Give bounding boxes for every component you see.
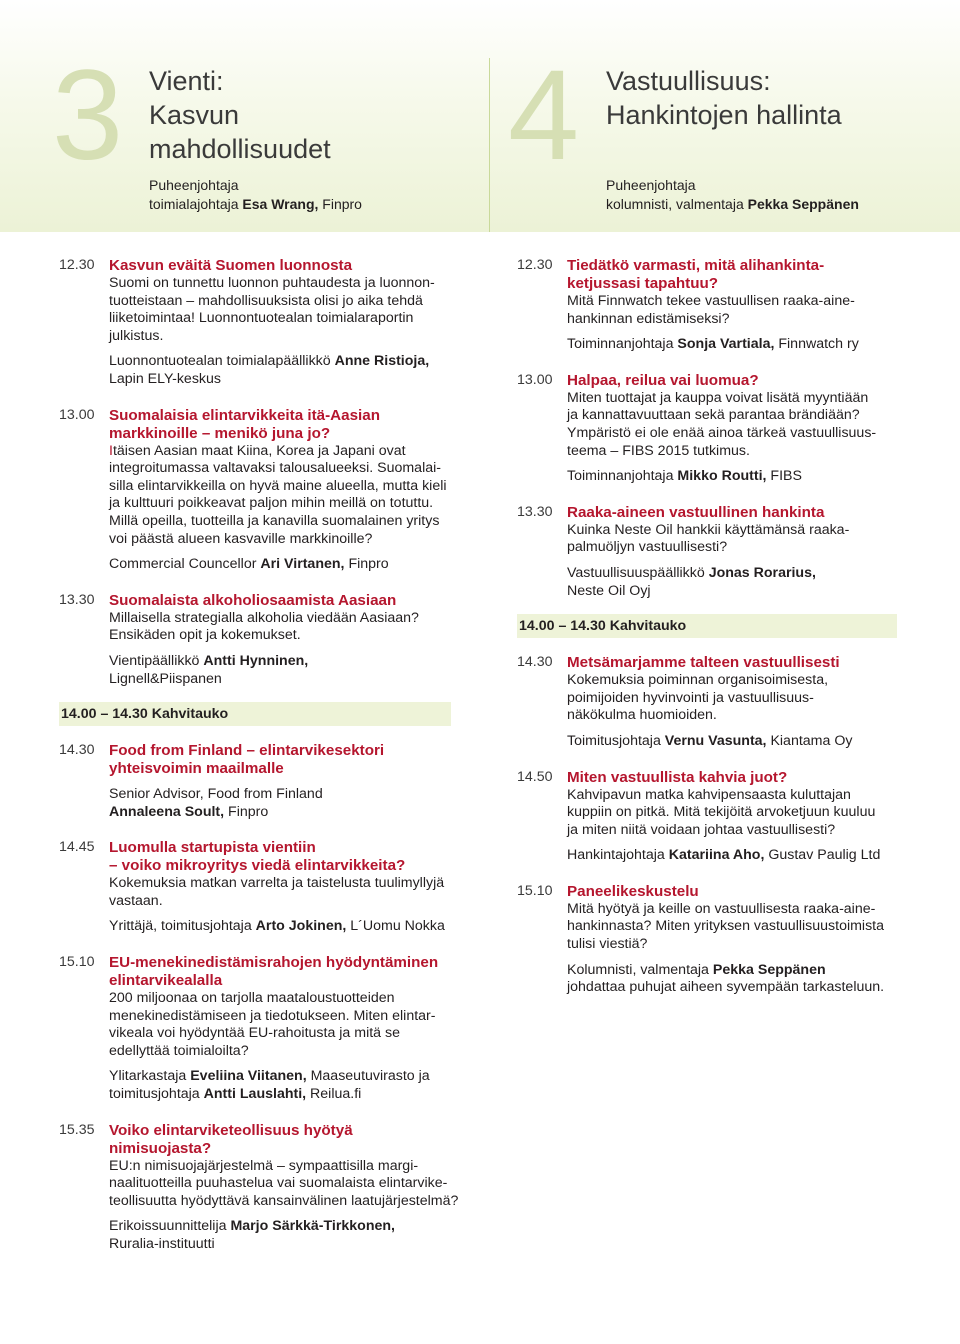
speaker-org: Finpro [224, 803, 269, 820]
item-speaker [109, 1068, 469, 1103]
speaker-role: toimitusjohtaja [109, 1086, 204, 1103]
chair-org: Finpro [318, 196, 362, 212]
section-chair [149, 176, 362, 214]
item-time: 13.30 [59, 591, 95, 608]
speaker-name: Marjo Särkkä-Tirkkonen, [230, 1218, 395, 1235]
item-title: Halpaa, reilua vai luomua? [567, 371, 759, 389]
speaker-name: Katariina Aho, [668, 847, 765, 864]
item-time: 14.30 [517, 654, 553, 671]
program-item [517, 883, 917, 997]
program-item [517, 654, 917, 750]
speaker-name: Annaleena Soult, [109, 803, 225, 820]
speaker-role: Commercial Councellor [109, 556, 261, 573]
item-title: Food from Finland – elintarvikesektori yhteisvoimin maailmalle [109, 742, 385, 778]
program-item [517, 257, 917, 354]
chair-role: toimialajohtaja [149, 196, 243, 212]
description-text: täisen Aasian maat Kiina, Korea ja Japani ovat integroitumassa valtavaksi talousalueeksi. Suomalai- silla elintarvikkeilla on hyvä maine alueella, mutta kieli ja kulttuuri poikkeavat paljon mihin meillä on totuttu. Millä opeilla, tuotteilla ja kanavilla suomalainen yritys voi päästä alueen kasvaville markkinoille? [109, 442, 447, 547]
item-time: 14.30 [59, 742, 95, 759]
speaker-org: Ruralia-instituutti [109, 1236, 215, 1252]
speaker-name: Antti Hynninen, [203, 652, 309, 669]
item-time: 13.00 [59, 406, 95, 423]
item-title: Suomalaisia elintarvikkeita itä-Aasian markkinoille – menikö juna jo? [109, 406, 380, 442]
item-speaker [109, 353, 469, 388]
speaker-name: Sonja Vartiala, [677, 336, 775, 353]
speaker-role: Vastuullisuuspäällikkö [567, 564, 709, 581]
item-time: 15.35 [59, 1121, 95, 1138]
item-speaker [567, 468, 917, 486]
item-title: Raaka-aineen vastuullinen hankinta [567, 503, 825, 521]
item-description: Millaisella strategialla alkoholia viedään Aasiaan? Ensikäden opit ja kokemukset. [109, 609, 419, 644]
speaker-org: Lignell&Piispanen [109, 670, 222, 687]
coffee-break: 14.00 – 14.30 Kahvitauko [517, 614, 897, 638]
speaker-org: Finpro [344, 556, 389, 573]
program-item [517, 504, 917, 600]
program-item [59, 407, 469, 574]
speaker-role: Yrittäjä, toimitusjohtaja [109, 918, 256, 935]
program-column-right [517, 257, 917, 997]
section-number: 4 [508, 44, 580, 187]
speaker-name: Pekka Seppänen [712, 961, 826, 978]
program-item [59, 839, 469, 936]
chair-label: Puheenjohtaja [149, 177, 239, 193]
section-number: 3 [52, 44, 124, 187]
item-time: 13.30 [517, 503, 553, 520]
speaker-name: Arto Jokinen, [255, 918, 347, 935]
speaker-role: Hankintajohtaja [567, 847, 669, 864]
item-title: Tiedätkö varmasti, mitä alihankinta- ketjussasi tapahtuu? [567, 257, 825, 292]
item-speaker [567, 847, 917, 865]
speaker-name: Ari Virtanen, [260, 556, 345, 573]
item-title: Suomalaista alkoholiosaamista Aasiaan [109, 591, 397, 609]
item-description: Suomi on tunnettu luonnon puhtaudesta ja luonnon- tuotteistaan – mahdollisuuksista olisi jo aika tehdä liiketoimintaa! Luonnontuotealan toimialaraportin julkistus. [109, 275, 435, 344]
speaker-role: Kolumnisti, valmentaja [567, 961, 713, 978]
item-speaker [567, 733, 917, 751]
speaker-org: Lapin ELY-keskus [109, 370, 221, 387]
chair-line [606, 195, 859, 214]
program-item [59, 257, 469, 389]
item-speaker [109, 653, 469, 688]
speaker-org: Maaseutuvirasto ja [310, 1068, 430, 1085]
chair-line [149, 195, 362, 214]
item-time: 13.00 [517, 371, 553, 388]
speaker-name: Mikko Routti, [677, 468, 767, 485]
item-title: Voiko elintarviketeollisuus hyötyä nimisuojasta? [109, 1121, 353, 1157]
item-speaker [109, 1218, 469, 1253]
item-description: Mitä Finnwatch tekee vastuullisen raaka-aine- hankinnan edistämiseksi? [567, 293, 855, 327]
speaker-role: Toimitusjohtaja [567, 732, 665, 749]
item-time: 14.50 [517, 768, 553, 785]
item-description: Kuinka Neste Oil hankkii käyttämänsä raaka- palmuöljyn vastuullisesti? [567, 521, 850, 556]
item-title: Kasvun eväitä Suomen luonnosta [109, 257, 353, 274]
item-description: Kahvipavun matka kahvipensaasta kuluttajan kuppiin on pitkä. Mitä tekijöitä arvoketjuun kuuluu ja miten niitä voidaan johtaa vastuullisesti? [567, 786, 876, 838]
item-speaker [567, 565, 917, 600]
program-item [59, 1122, 469, 1254]
speaker-name: Vernu Vasunta, [664, 732, 767, 749]
speaker-role: Vientipäällikkö [109, 652, 204, 669]
item-description: Mitä hyötyä ja keille on vastuullisesta raaka-aine- hankinnasta? Miten yrityksen vastuullisuustoimista tulisi viestiä? [567, 900, 885, 953]
item-speaker [567, 336, 917, 354]
program-item [517, 372, 917, 486]
item-title: Miten vastuullista kahvia juot? [567, 768, 788, 786]
speaker-org: Kiantama Oy [766, 732, 853, 749]
item-title: EU-menekinedistämisrahojen hyödyntäminen elintarvikealalla [109, 954, 439, 990]
speaker-role: Luonnontuotealan toimialapäällikkö [109, 353, 335, 370]
section-title: Vienti: Kasvun mahdollisuudet [149, 66, 331, 164]
speaker-org: Neste Oil Oyj [567, 582, 651, 599]
speaker-org: johdattaa puhujat aiheen syvempään tarkasteluun. [567, 979, 885, 996]
item-time: 14.45 [59, 839, 95, 856]
item-time: 15.10 [59, 954, 95, 971]
chair-label: Puheenjohtaja [606, 177, 696, 193]
speaker-org: L´Uomu Nokka [346, 918, 445, 935]
speaker-name: Anne Ristioja, [334, 353, 430, 370]
chair-name: Pekka Seppänen [747, 196, 859, 212]
item-speaker [109, 918, 469, 936]
speaker-org: FIBS [766, 468, 802, 485]
item-description: Miten tuottajat ja kauppa voivat lisätä myyntiään ja kannattavuuttaan sekä parantaa brändiään? Ympäristö ei ole enää ainoa tärkeä vastuullisuus- teema – FIBS 2015 tutkimus. [567, 389, 877, 459]
item-title: Luomulla startupista vientiin – voiko mikroyritys viedä elintarvikkeita? [109, 839, 406, 875]
program-item [59, 592, 469, 688]
item-description: Kokemuksia matkan varrelta ja taistelusta tuulimyllyjä vastaan. [109, 875, 445, 909]
speaker-role: Toiminnanjohtaja [567, 468, 678, 485]
speaker-role: Ylitarkastaja [109, 1068, 191, 1085]
section-title: Vastuullisuus: Hankintojen hallinta [606, 66, 842, 130]
item-title: Paneelikeskustelu [567, 882, 699, 900]
item-title: Metsämarjamme talteen vastuullisesti [567, 654, 840, 672]
program-item [59, 742, 469, 821]
speaker-role: Erikoissuunnittelija [109, 1218, 231, 1235]
coffee-break: 14.00 – 14.30 Kahvitauko [59, 702, 451, 726]
item-description: EU:n nimisuojajärjestelmä – sympaattisilla margi- naalituotteilla puuhastelua vai suomalaista elintarvike- teollisuutta hyödyttävä kansainvälinen laatujärjestelmä? [109, 1157, 459, 1209]
drop-letter: I [109, 442, 113, 459]
item-time: 12.30 [59, 257, 95, 273]
speaker-role: Toiminnanjohtaja [567, 336, 678, 353]
header-divider [489, 58, 490, 232]
item-description: Kokemuksia poiminnan organisoimisesta, poimijoiden hyvinvointi ja vastuullisuus- näkökulma huomioiden. [567, 672, 829, 724]
program-column-left [59, 257, 469, 1254]
speaker-name: Antti Lauslahti, [203, 1086, 307, 1103]
speaker-org: Reilua.fi [306, 1086, 362, 1103]
speaker-role: Senior Advisor, Food from Finland [109, 786, 323, 803]
item-time: 12.30 [517, 257, 553, 273]
program-item [59, 954, 469, 1104]
speaker-org: Finnwatch ry [774, 336, 859, 353]
item-time: 15.10 [517, 882, 553, 899]
chair-role: kolumnisti, valmentaja [606, 196, 748, 212]
header [0, 0, 960, 232]
program-item [517, 769, 917, 865]
section-chair [606, 176, 859, 214]
item-speaker [109, 556, 469, 574]
item-description: 200 miljoonaa on tarjolla maataloustuotteiden menekinedistämiseen ja tiedotukseen. Miten elintar- vikeala voi hyödyntää EU-rahoitusta ja mitä se edellyttää toimialoilta? [109, 990, 436, 1059]
item-speaker [567, 962, 917, 997]
item-speaker [109, 786, 469, 821]
speaker-name: Jonas Rorarius, [708, 564, 816, 581]
speaker-org: Gustav Paulig Ltd [764, 847, 881, 864]
chair-name: Esa Wrang, [242, 196, 319, 212]
speaker-name: Eveliina Viitanen, [190, 1068, 307, 1085]
item-description [109, 443, 469, 549]
